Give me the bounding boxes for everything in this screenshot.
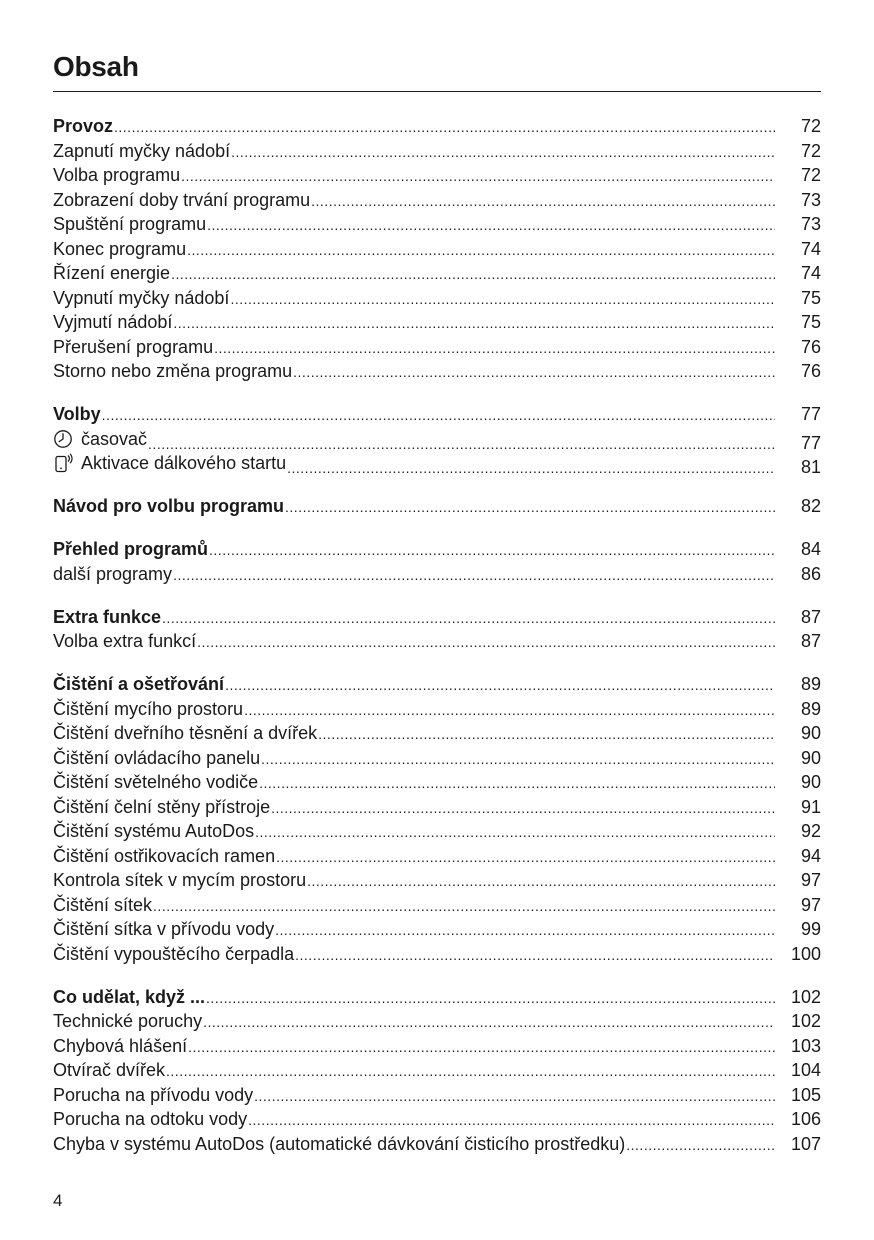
dot-leader: [202, 1010, 775, 1035]
toc-page-number: 76: [800, 336, 821, 357]
toc-entry-row[interactable]: [53, 359, 821, 384]
toc-entry-row[interactable]: [53, 795, 821, 820]
toc-entry-label: [53, 770, 258, 795]
toc-entry-label: [53, 1083, 253, 1108]
toc-section: [53, 985, 821, 1157]
toc-entry-text: Čištění vypouštěcího čerpadla: [53, 943, 295, 964]
toc-entry-text: Vyjmutí nádobí: [53, 312, 173, 332]
toc-entry-text: Chyba v systému AutoDos (automatické dávkování čisticího prostředku): [53, 1133, 626, 1154]
toc-page-number: 75: [800, 312, 821, 332]
toc-entry-label: [53, 494, 284, 519]
dot-leader: [101, 403, 775, 428]
toc-entry-row[interactable]: [53, 868, 821, 893]
toc-entry-text: Volba extra funkcí: [53, 631, 197, 651]
page-number: 4: [53, 1191, 63, 1210]
dot-leader: [180, 164, 775, 189]
toc-entry-label: [53, 844, 275, 869]
toc-entry-label: [53, 1107, 247, 1132]
toc-page-number: 73: [800, 189, 821, 210]
toc-section: [53, 605, 821, 654]
toc-entry-row[interactable]: [53, 335, 821, 360]
toc-entry-label: [53, 286, 229, 311]
toc-entry-row[interactable]: [53, 697, 821, 722]
dot-leader: [196, 630, 775, 655]
toc-entry-text: Přerušení programu: [53, 336, 214, 357]
toc-entry-label: [53, 1132, 625, 1157]
toc-entry-row[interactable]: [53, 1009, 821, 1034]
dot-leader: [306, 869, 775, 894]
toc-entry-text: Čištění ostřikovacích ramen: [53, 845, 276, 866]
toc-page-number: 89: [800, 698, 821, 719]
dot-leader: [208, 538, 775, 563]
toc-page-number: 72: [800, 116, 821, 136]
toc-page-number: 103: [790, 1035, 821, 1056]
toc-entry-row[interactable]: [53, 188, 821, 213]
toc-entry-text: Čištění čelní stěny přístroje: [53, 796, 271, 817]
toc-entry-text: Volba programu: [53, 165, 181, 185]
toc-entry-label: [53, 537, 208, 562]
toc-entry-text: Co udělat, když ...: [53, 986, 206, 1007]
toc-page-number: 72: [800, 165, 821, 185]
toc-entry-label: [53, 1034, 187, 1059]
table-of-contents: [53, 114, 821, 1175]
toc-page-number: 73: [800, 214, 821, 234]
toc-page-number: 100: [790, 943, 821, 964]
dot-leader: [230, 140, 775, 165]
toc-entry-label: [53, 697, 243, 722]
toc-entry-text: Technické poruchy: [53, 1011, 203, 1031]
toc-entry-row[interactable]: [53, 261, 821, 286]
toc-entry-text: Aktivace dálkového startu: [81, 453, 287, 473]
dot-leader: [165, 1059, 775, 1084]
dot-leader: [206, 213, 775, 238]
toc-entry-text: Konec programu: [53, 238, 187, 259]
toc-entry-label: [53, 359, 292, 384]
toc-page-number: 86: [800, 563, 821, 584]
toc-page-number: 82: [800, 496, 821, 516]
toc-entry-row[interactable]: [53, 237, 821, 262]
toc-section: [53, 402, 821, 476]
toc-entry-text: Čištění dveřního těsnění a dvířek: [53, 723, 318, 743]
toc-entry-text: Kontrola sítek v mycím prostoru: [53, 870, 307, 890]
toc-entry-text: Čištění světelného vodiče: [53, 772, 259, 792]
toc-entry-label: [53, 629, 196, 654]
toc-entry-label: [53, 188, 310, 213]
toc-entry-text: Čištění a ošetřování: [53, 674, 225, 694]
toc-entry-label: [53, 163, 180, 188]
toc-entry-label: [53, 212, 206, 237]
toc-page-number: 76: [800, 361, 821, 381]
toc-entry-label: [53, 1058, 165, 1083]
toc-page-number: 106: [790, 1109, 821, 1129]
dot-leader: [152, 894, 775, 919]
toc-entry-text: Chybová hlášení: [53, 1035, 188, 1056]
toc-page-number: 92: [800, 821, 821, 841]
toc-entry-text: Spuštění programu: [53, 214, 207, 234]
dot-leader: [270, 796, 775, 821]
dot-leader: [113, 115, 775, 140]
toc-page-number: 77: [800, 432, 821, 453]
clock-icon: [53, 429, 73, 449]
toc-heading-row[interactable]: [53, 402, 821, 427]
toc-entry-text: Storno nebo změna programu: [53, 361, 293, 381]
toc-entry-label: [53, 893, 152, 918]
toc-entry-text: Řízení energie: [53, 263, 171, 283]
toc-entry-text: Vypnutí myčky nádobí: [53, 287, 230, 308]
toc-entry-text: Čištění sítka v přívodu vody: [53, 919, 275, 939]
toc-entry-label: [53, 310, 172, 335]
toc-entry-label: [53, 672, 224, 697]
dot-leader: [213, 336, 775, 361]
toc-page-number: 74: [800, 263, 821, 283]
toc-entry-row[interactable]: [53, 427, 821, 452]
toc-entry-text: Porucha na přívodu vody: [53, 1084, 254, 1105]
toc-page-number: 102: [790, 1011, 821, 1031]
toc-entry-row[interactable]: [53, 629, 821, 654]
toc-entry-label: [53, 819, 254, 844]
toc-entry-label: [53, 335, 213, 360]
toc-page-number: 90: [800, 772, 821, 792]
dot-leader: [258, 771, 775, 796]
toc-section: [53, 114, 821, 384]
toc-page-number: 74: [800, 238, 821, 259]
toc-entry-text: Čištění sítek: [53, 894, 153, 915]
toc-entry-label: [53, 746, 260, 771]
toc-entry-label: [53, 237, 186, 262]
toc-entry-row[interactable]: [53, 1083, 821, 1108]
toc-entry-row[interactable]: [53, 1034, 821, 1059]
toc-entry-row[interactable]: [53, 746, 821, 771]
page-title: Obsah: [53, 51, 139, 82]
toc-entry-text: Čištění mycího prostoru: [53, 698, 244, 719]
toc-entry-row[interactable]: [53, 917, 821, 942]
toc-page-number: 97: [800, 894, 821, 915]
dot-leader: [187, 1035, 775, 1060]
toc-page-number: 90: [800, 747, 821, 768]
toc-entry-row[interactable]: [53, 942, 821, 967]
toc-page-number: 102: [790, 986, 821, 1007]
toc-section: [53, 537, 821, 586]
dot-leader: [172, 311, 775, 336]
toc-entry-text: Volby: [53, 404, 101, 424]
toc-section: [53, 494, 821, 519]
toc-entry-row[interactable]: [53, 770, 821, 795]
toc-page-number: 72: [800, 140, 821, 161]
toc-entry-text: Zapnutí myčky nádobí: [53, 140, 231, 161]
toc-heading-row[interactable]: [53, 494, 821, 519]
dot-leader: [205, 986, 775, 1011]
dot-leader: [170, 262, 775, 287]
toc-entry-row[interactable]: [53, 139, 821, 164]
dot-leader: [254, 820, 775, 845]
toc-entry-text: Otvírač dvířek: [53, 1060, 166, 1080]
toc-page-number: 89: [800, 674, 821, 694]
dot-leader: [317, 722, 775, 747]
toc-heading-row[interactable]: [53, 985, 821, 1010]
dot-leader: [229, 287, 775, 312]
toc-page-number: 81: [800, 457, 821, 478]
toc-page-number: 87: [800, 606, 821, 627]
toc-page-number: 104: [790, 1060, 821, 1080]
dot-leader: [161, 606, 775, 631]
toc-entry-text: Přehled programů: [53, 539, 209, 559]
dot-leader: [294, 943, 775, 968]
toc-heading-row[interactable]: [53, 605, 821, 630]
toc-entry-label: [53, 985, 205, 1010]
dot-leader: [253, 1084, 775, 1109]
toc-page-number: 77: [800, 404, 821, 424]
toc-page-number: 105: [790, 1084, 821, 1105]
toc-heading-row[interactable]: [53, 672, 821, 697]
dot-leader: [625, 1133, 775, 1158]
dot-leader: [284, 495, 775, 520]
toc-page-number: 99: [800, 919, 821, 939]
toc-entry-label: [53, 605, 161, 630]
toc-entry-row[interactable]: [53, 1107, 821, 1132]
toc-entry-label: [53, 451, 286, 476]
toc-entry-text: Provoz: [53, 116, 114, 136]
dot-leader: [186, 238, 775, 263]
remote-start-icon: [53, 453, 73, 473]
toc-entry-row[interactable]: [53, 844, 821, 869]
toc-heading-row[interactable]: [53, 114, 821, 139]
toc-entry-label: [53, 795, 270, 820]
toc-page-number: 94: [800, 845, 821, 866]
toc-page-number: 90: [800, 723, 821, 743]
toc-entry-row[interactable]: [53, 310, 821, 335]
toc-page-number: 75: [800, 287, 821, 308]
toc-entry-text: Zobrazení doby trvání programu: [53, 189, 311, 210]
toc-entry-row[interactable]: [53, 721, 821, 746]
toc-section: [53, 672, 821, 966]
toc-entry-text: Čištění systému AutoDos: [53, 821, 255, 841]
toc-entry-label: [53, 114, 113, 139]
toc-page-number: 91: [800, 796, 821, 817]
toc-entry-text: časovač: [81, 428, 148, 449]
toc-heading-row[interactable]: [53, 537, 821, 562]
toc-entry-label: [53, 402, 101, 427]
toc-entry-row[interactable]: [53, 562, 821, 587]
toc-entry-row[interactable]: [53, 819, 821, 844]
dot-leader: [243, 698, 775, 723]
toc-entry-label: [53, 139, 230, 164]
toc-page-number: 107: [790, 1133, 821, 1154]
toc-entry-row[interactable]: [53, 286, 821, 311]
toc-entry-row[interactable]: [53, 212, 821, 237]
dot-leader: [286, 456, 775, 481]
dot-leader: [224, 673, 775, 698]
toc-entry-label: [53, 427, 147, 452]
toc-entry-row[interactable]: [53, 163, 821, 188]
toc-entry-text: Porucha na odtoku vody: [53, 1109, 248, 1129]
dot-leader: [247, 1108, 775, 1133]
dot-leader: [172, 563, 775, 588]
toc-entry-label: [53, 562, 172, 587]
dot-leader: [310, 189, 775, 214]
toc-page-number: 84: [800, 539, 821, 559]
toc-entry-label: [53, 721, 317, 746]
toc-entry-text: Čištění ovládacího panelu: [53, 747, 261, 768]
toc-entry-row[interactable]: [53, 893, 821, 918]
toc-entry-label: [53, 261, 170, 286]
title-divider: [53, 91, 821, 92]
toc-entry-text: Extra funkce: [53, 606, 162, 627]
toc-entry-row[interactable]: [53, 1132, 821, 1157]
toc-entry-text: Návod pro volbu programu: [53, 496, 285, 516]
dot-leader: [260, 747, 775, 772]
toc-entry-label: [53, 1009, 202, 1034]
toc-page-number: 87: [800, 631, 821, 651]
toc-entry-label: [53, 917, 274, 942]
toc-entry-text: další programy: [53, 563, 173, 584]
toc-entry-label: [53, 868, 306, 893]
toc-entry-row[interactable]: [53, 1058, 821, 1083]
toc-entry-label: [53, 942, 294, 967]
dot-leader: [292, 360, 775, 385]
dot-leader: [275, 845, 775, 870]
toc-page-number: 97: [800, 870, 821, 890]
dot-leader: [274, 918, 775, 943]
